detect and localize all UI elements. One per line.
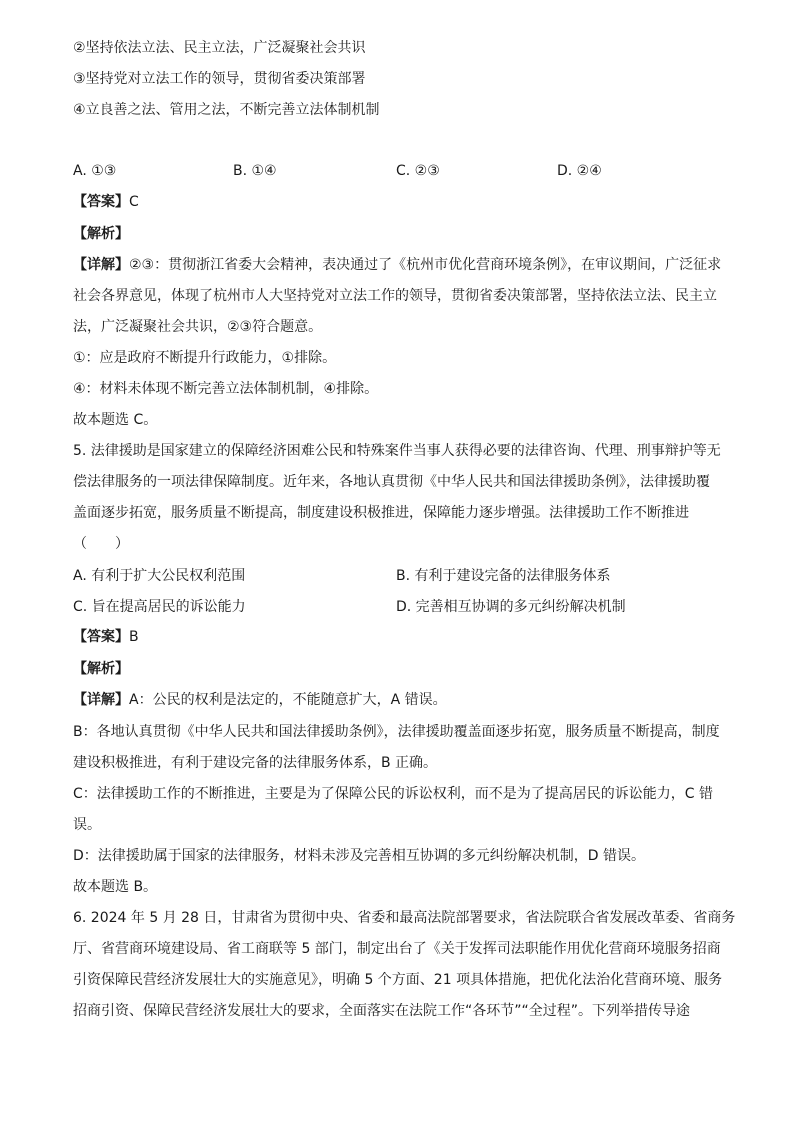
q5-detail-line: 误。 xyxy=(73,817,101,833)
q5-stem-line: 盖面逐步拓宽，服务质量不断提高，制度建设积极推进，保障能力逐步增强。法律援助工作不断推进 xyxy=(73,505,689,521)
q4-option-b: B. ①④ xyxy=(233,163,277,179)
q4-option-a: A. ①③ xyxy=(73,163,117,179)
q4-statement-4: ④立良善之法、管用之法，不断完善立法体制机制 xyxy=(73,102,380,118)
q4-answer xyxy=(73,192,139,212)
q5-analysis-label: 【解析】 xyxy=(73,661,129,677)
q4-detail-line: 法，广泛凝聚社会共识，②③符合题意。 xyxy=(73,319,323,335)
q5-option-a: A. 有利于扩大公民权利范围 xyxy=(73,568,246,584)
q4-statement-2: ②坚持依法立法、民主立法，广泛凝聚社会共识 xyxy=(73,40,366,56)
q6-stem-line: 6. 2024 年 5 月 28 日，甘肃省为贯彻中央、省委和最高法院部署要求，省法院联合省发展改革委、省商务 xyxy=(73,910,736,926)
q5-answer xyxy=(73,627,139,647)
q5-detail-line: B：各地认真贯彻《中华人民共和国法律援助条例》，法律援助覆盖面逐步拓宽，服务质量不断提高，制度 xyxy=(73,724,720,740)
q4-detail-line: ④：材料未体现不断完善立法体制机制，④排除。 xyxy=(73,381,379,397)
q4-detail-line xyxy=(73,255,721,275)
answer-label: 【答案】 xyxy=(73,194,129,210)
q4-conclusion: 故本题选 C。 xyxy=(73,412,158,428)
answer-label: 【答案】 xyxy=(73,629,129,645)
q5-detail-line: 建设积极推进，有利于建设完备的法律服务体系，B 正确。 xyxy=(73,755,438,771)
q4-detail-line: 社会各界意见，体现了杭州市人大坚持党对立法工作的领导，贯彻省委决策部署，坚持依法立法、民主立 xyxy=(73,288,717,304)
q4-detail-line: ①：应是政府不断提升行政能力，①排除。 xyxy=(73,350,337,366)
q6-stem-line: 招商引资、保障民营经济发展壮大的要求，全面落实在法院工作“各环节”“全过程”。下列举措传导途 xyxy=(73,1003,691,1019)
q5-blank: （ ） xyxy=(73,536,129,552)
q6-stem-line: 厅、省营商环境建设局、省工商联等 5 部门，制定出台了《关于发挥司法职能作用优化营商环境服务招商 xyxy=(73,941,721,957)
detail-label: 【详解】 xyxy=(73,257,129,273)
q5-stem-line: 偿法律服务的一项法律保障制度。近年来，各地认真贯彻《中华人民共和国法律援助条例》，法律援助覆 xyxy=(73,474,710,490)
q5-option-b: B. 有利于建设完备的法律服务体系 xyxy=(396,568,611,584)
q5-stem-line: 5. 法律援助是国家建立的保障经济困难公民和特殊案件当事人获得必要的法律咨询、代理、刑事辩护等无 xyxy=(73,443,721,459)
q4-statement-3: ③坚持党对立法工作的领导，贯彻省委决策部署 xyxy=(73,71,366,87)
q6-stem-line: 引资保障民营经济发展壮大的实施意见》，明确 5 个方面、21 项具体措施，把优化法治化营商环境、服务 xyxy=(73,972,723,988)
q5-detail-line: D：法律援助属于国家的法律服务，材料未涉及完善相互协调的多元纠纷解决机制，D 错误。 xyxy=(73,848,646,864)
q4-analysis-label: 【解析】 xyxy=(73,226,129,242)
q5-conclusion: 故本题选 B。 xyxy=(73,879,158,895)
q4-option-d: D. ②④ xyxy=(557,163,602,179)
answer-value: C xyxy=(129,194,139,210)
answer-value: B xyxy=(129,629,139,645)
detail-label: 【详解】 xyxy=(73,692,129,708)
detail-text: A：公民的权利是法定的，不能随意扩大，A 错误。 xyxy=(129,692,447,708)
q4-option-c: C. ②③ xyxy=(396,163,440,179)
q5-option-c: C. 旨在提高居民的诉讼能力 xyxy=(73,599,246,615)
detail-text: ②③：贯彻浙江省委大会精神，表决通过了《杭州市优化营商环境条例》，在审议期间，广泛征求 xyxy=(129,257,722,273)
q5-detail-line xyxy=(73,690,447,710)
q5-option-d: D. 完善相互协调的多元纠纷解决机制 xyxy=(396,599,626,615)
q5-detail-line: C：法律援助工作的不断推进，主要是为了保障公民的诉讼权利，而不是为了提高居民的诉讼能力，C 错 xyxy=(73,786,713,802)
